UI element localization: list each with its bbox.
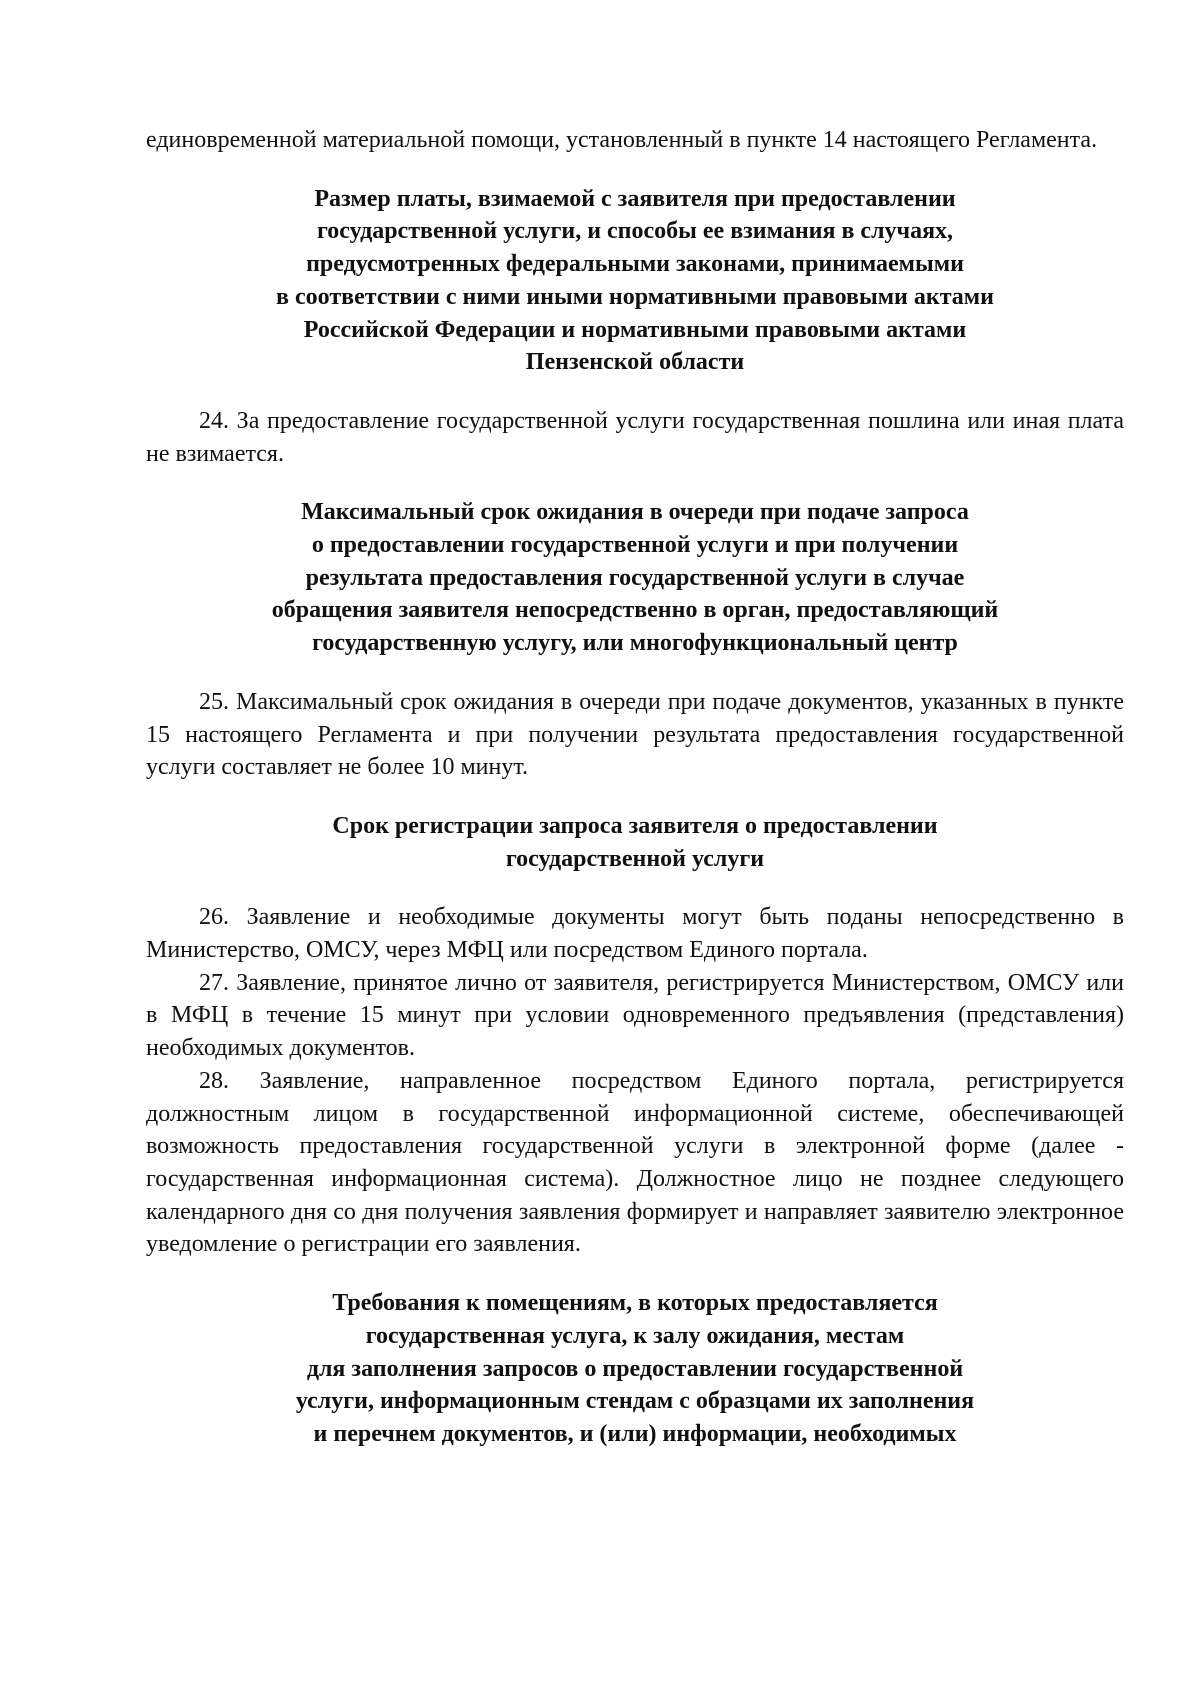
heading-line: Российской Федерации и нормативными правовыми актами (303, 316, 967, 343)
intro-paragraph: единовременной материальной помощи, установленный в пункте 14 настоящего Регламента. (146, 127, 1098, 153)
heading-line: предусмотренных федеральными законами, принимаемыми (306, 251, 964, 278)
heading-line: Срок регистрации запроса заявителя о предоставлении (332, 812, 938, 839)
heading-line: в соответствии с ними иными нормативными правовыми актами (276, 283, 994, 310)
heading-line: о предоставлении государственной услуги и при получении (311, 532, 959, 559)
heading-wait (146, 496, 1124, 660)
paragraph-24: 24. За предоставление государственной услуги государственная пошлина или иная плата не взимается. (146, 407, 1124, 467)
heading-line: и перечнем документов, и (или) информации, необходимых (313, 1420, 957, 1447)
heading-line: Размер платы, взимаемой с заявителя при предоставлении (314, 185, 956, 212)
heading-registration (146, 810, 1124, 875)
heading-line: государственную услугу, или многофункциональный центр (312, 630, 958, 657)
heading-premises (146, 1287, 1124, 1451)
paragraph-27: 27. Заявление, принятое лично от заявителя, регистрируется Министерством, ОМСУ или в МФЦ в течение 15 минут при условии одновременного предъявления (представления) необходимых документов. (146, 969, 1124, 1062)
heading-line: Пензенской области (525, 349, 745, 376)
heading-line: результата предоставления государственной услуги в случае (305, 564, 965, 591)
heading-line: государственной услуги (505, 845, 765, 872)
heading-fee (146, 183, 1124, 379)
heading-line: Требования к помещениям, в которых предоставляется (332, 1290, 938, 1317)
heading-line: обращения заявителя непосредственно в орган, предоставляющий (271, 597, 999, 624)
document-page (146, 124, 1124, 1451)
paragraph-28: 28. Заявление, направленное посредством Единого портала, регистрируется должностным лицом в государственной информационной системе, обеспечивающей возможность предоставления государственной услуги в электронной форме (далее - государственная информационная система). Должностное лицо не позднее следующего календарного дня со дня получения заявления формирует и направляет заявителю электронное уведомление о регистрации его заявления. (146, 1067, 1124, 1258)
heading-line: услуги, информационным стендам с образцами их заполнения (295, 1388, 975, 1415)
heading-line: государственная услуга, к залу ожидания, местам (365, 1322, 905, 1349)
paragraph-26: 26. Заявление и необходимые документы могут быть поданы непосредственно в Министерство, ОМСУ, через МФЦ или посредством Единого портала. (146, 904, 1124, 964)
heading-line: для заполнения запросов о предоставлении государственной (306, 1355, 964, 1382)
heading-line: государственной услуги, и способы ее взимания в случаях, (316, 218, 954, 245)
paragraph-25: 25. Максимальный срок ожидания в очереди при подаче документов, указанных в пункте 15 настоящего Регламента и при получении результата предоставления государственной услуги составляет не более 10 минут. (146, 688, 1124, 781)
heading-line: Максимальный срок ожидания в очереди при подаче запроса (301, 499, 969, 526)
